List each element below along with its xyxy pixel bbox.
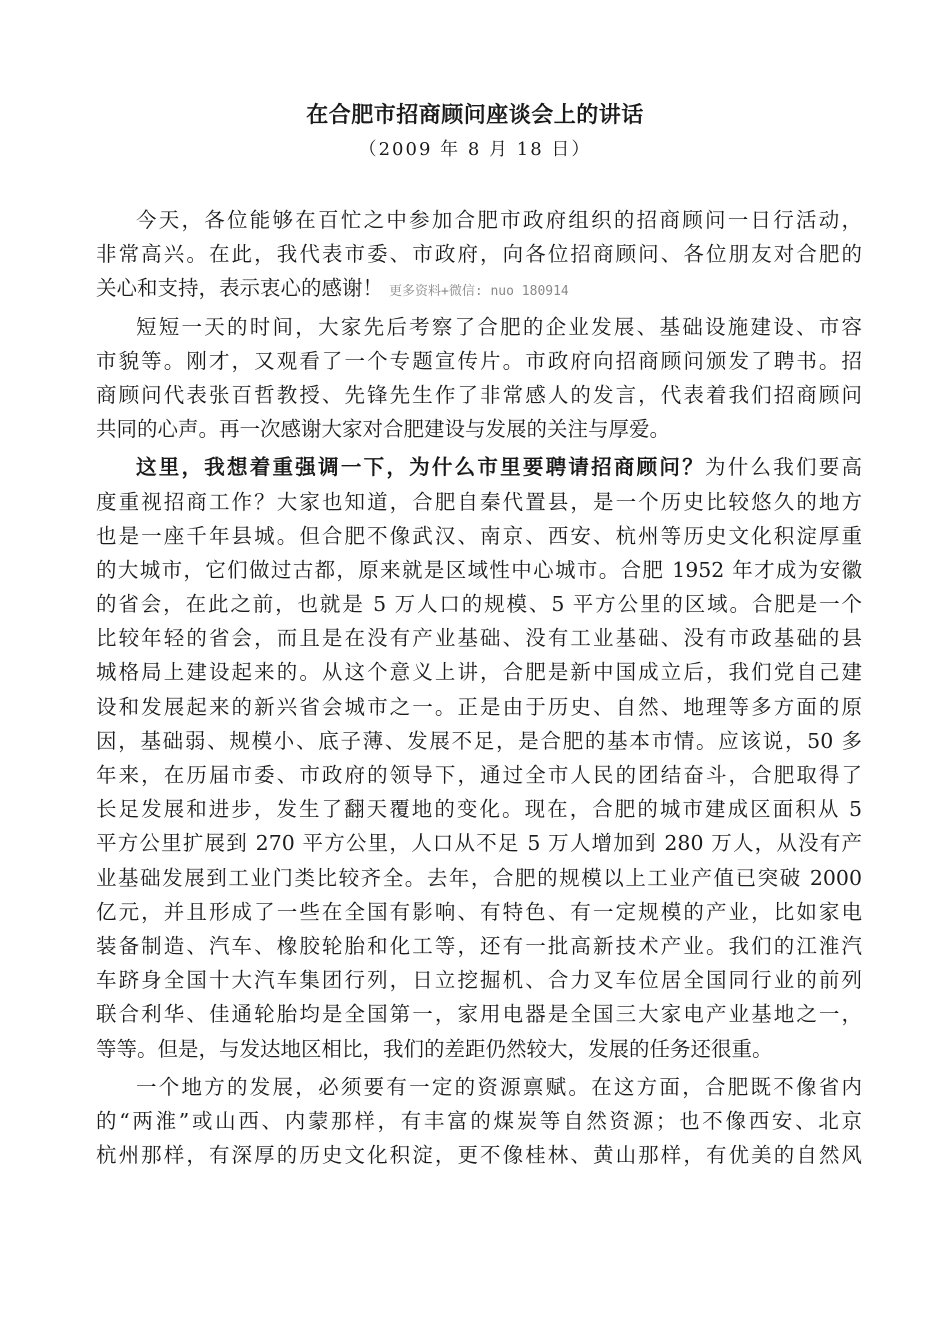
paragraph-3-line-9: 因，基础弱、规模小、底子薄、发展不足，是合肥的基本市情。应该说，50 多 (96, 728, 862, 753)
paragraph-3-line-2: 度重视招商工作？大家也知道，合肥自秦代置县，是一个历史比较悠久的地方 (96, 489, 862, 514)
paragraph-3-line-13: 业基础发展到工业门类比较齐全。去年，合肥的规模以上工业产值已突破 2000 (96, 865, 862, 890)
document-body (96, 203, 862, 1172)
paragraph-3-line-4: 的大城市，它们做过古都，原来就是区域性中心城市。合肥 1952 年才成为安徽 (96, 557, 862, 582)
paragraph-3-line-17: 联合利华、佳通轮胎均是全国第一，家用电器是全国三大家电产业基地之一， (96, 1002, 862, 1027)
document-title: 在合肥市招商顾问座谈会上的讲话 (306, 102, 644, 128)
paragraph-3-line-6: 比较年轻的省会，而且是在没有产业基础、没有工业基础、没有市政基础的县 (96, 626, 862, 651)
paragraph-2-line-1: 短短一天的时间，大家先后考察了合肥的企业发展、基础设施建设、市容 (136, 314, 862, 339)
paragraph-2-line-4: 共同的心声。再一次感谢大家对合肥建设与发展的关注与厚爱。 (96, 417, 670, 442)
paragraph-4-line-3: 杭州那样，有深厚的历史文化积淀，更不像桂林、黄山那样，有优美的自然风 (96, 1143, 862, 1168)
paragraph-3-line-16: 车跻身全国十大汽车集团行列，日立挖掘机、合力叉车位居全国同行业的前列 (96, 968, 862, 993)
paragraph-2-line-3: 商顾问代表张百哲教授、先锋先生作了非常感人的发言，代表着我们招商顾问 (96, 382, 862, 407)
paragraph-3-line-12: 平方公里扩展到 270 平方公里，人口从不足 5 万人增加到 280 万人，从没有产 (96, 831, 862, 856)
paragraph-3-line-11: 长足发展和进步，发生了翻天覆地的变化。现在，合肥的城市建成区面积从 5 (96, 797, 862, 822)
paragraph-1-line-3 (96, 271, 862, 305)
paragraph-3-line-8: 设和发展起来的新兴省会城市之一。正是由于历史、自然、地理等多方面的原 (96, 694, 862, 719)
paragraph-1-line-2: 非常高兴。在此，我代表市委、市政府，向各位招商顾问、各位朋友对合肥的 (96, 242, 862, 267)
paragraph-4-line-1: 一个地方的发展，必须要有一定的资源禀赋。在这方面，合肥既不像省内 (136, 1074, 862, 1099)
paragraph-3-lead-rest: 为什么我们要高 (704, 455, 862, 480)
paragraph-3-line-14: 亿元，并且形成了一些在全国有影响、有特色、有一定规模的产业，比如家电 (96, 899, 862, 924)
paragraph-3-line-5: 的省会，在此之前，也就是 5 万人口的规模、5 平方公里的区域。合肥是一个 (96, 592, 862, 617)
paragraph-3-line-1 (96, 450, 862, 484)
paragraph-4-line-2: 的“两淮”或山西、内蒙那样，有丰富的煤炭等自然资源；也不像西安、北京 (96, 1108, 862, 1133)
paragraph-3-bold-lead: 这里，我想着重强调一下，为什么市里要聘请招商顾问？ (136, 455, 705, 480)
paragraph-3-line-3: 也是一座千年县城。但合肥不像武汉、南京、西安、杭州等历史文化积淀厚重 (96, 523, 862, 548)
paragraph-3-line-10: 年来，在历届市委、市政府的领导下，通过全市人民的团结奋斗，合肥取得了 (96, 763, 862, 787)
contact-note: 更多资料+微信: nuo 180914 (389, 284, 569, 300)
document-date: （2009 年 8 月 18 日） (358, 139, 592, 160)
paragraph-1-line-1: 今天，各位能够在百忙之中参加合肥市政府组织的招商顾问一日行活动， (136, 208, 862, 232)
paragraph-3-line-15: 装备制造、汽车、橡胶轮胎和化工等，还有一批高新技术产业。我们的江淮汽 (96, 933, 862, 958)
paragraph-3-line-7: 城格局上建设起来的。从这个意义上讲，合肥是新中国成立后，我们党自己建 (96, 660, 862, 685)
paragraph-1-line-3-text: 关心和支持，表示衷心的感谢！ (96, 276, 383, 301)
paragraph-2-line-2: 市貌等。刚才，又观看了一个专题宣传片。市政府向招商顾问颁发了聘书。招 (96, 348, 862, 373)
paragraph-3-line-18: 等等。但是，与发达地区相比，我们的差距仍然较大，发展的任务还很重。 (96, 1036, 773, 1061)
